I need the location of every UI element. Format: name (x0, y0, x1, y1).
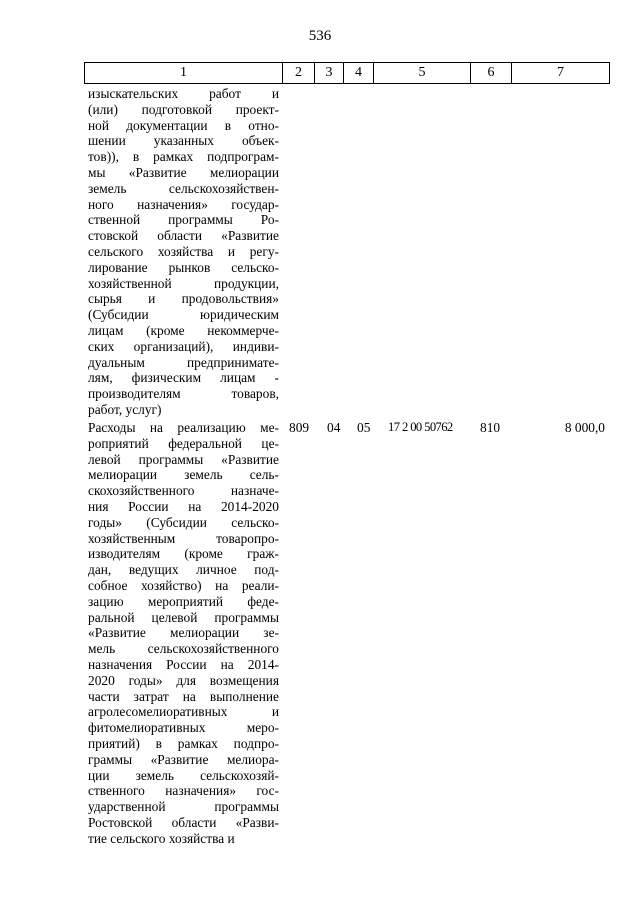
continued-line: шении указанных объек- (88, 133, 279, 149)
continued-line: хозяйственной продукции, (88, 275, 279, 291)
row-line: ударственной программы (88, 799, 279, 815)
continued-line: земель сельскохозяйствен- (88, 180, 279, 196)
row-line: фитомелиоративных меро- (88, 720, 279, 736)
row-target-article-code: 17 2 00 50762 (388, 420, 453, 434)
row-line: скохозяйственного назначе- (88, 483, 279, 499)
continued-line: (Субсидии юридическим (88, 307, 279, 323)
continued-line: тов)), в рамках подпрограм- (88, 149, 279, 165)
row-line: мелиорации земель сель- (88, 467, 279, 483)
row-line: мель сельскохозяйственного (88, 641, 279, 657)
row-description (88, 420, 279, 847)
row-line: зацию мероприятий феде- (88, 593, 279, 609)
row-line: дан, ведущих личное под- (88, 562, 279, 578)
continued-line: лирование рынков сельско- (88, 259, 279, 275)
row-line: ния России на 2014-2020 (88, 498, 279, 514)
continued-line: стовской области «Развитие (88, 228, 279, 244)
row-line: тие сельского хозяйства и (88, 830, 235, 846)
row-expense-type-code: 810 (480, 420, 501, 435)
row-line: ральной целевой программы (88, 609, 279, 625)
row-line: назначения России на 2014- (88, 656, 279, 672)
continued-line: ной документации в отно- (88, 117, 279, 133)
continued-line: ственной программы Ро- (88, 212, 279, 228)
continued-row-description (88, 86, 279, 418)
row-section-code: 04 (327, 420, 341, 435)
header-col-2: 2 (282, 63, 314, 83)
row-subsection-code: 05 (357, 420, 371, 435)
header-col-3: 3 (314, 63, 343, 83)
continued-line: мы «Развитие мелиорации (88, 164, 279, 180)
row-amount: 8 000,0 (564, 420, 605, 435)
header-col-4: 4 (343, 63, 373, 83)
continued-line: сырья и продовольствия» (88, 291, 279, 307)
continued-line: ских организаций), индиви- (88, 338, 279, 354)
row-line: агролесомелиоративных и (88, 704, 279, 720)
continued-line: ного назначения» государ- (88, 196, 279, 212)
header-col-5: 5 (373, 63, 470, 83)
row-line: годы» (Субсидии сельско- (88, 514, 279, 530)
row-line: Расходы на реализацию ме- (88, 420, 279, 435)
row-ministry-code: 809 (289, 420, 310, 435)
continued-line: лям, физическим лицам - (88, 370, 279, 386)
row-line: изводителям (кроме граж- (88, 546, 279, 562)
continued-line: лицам (кроме некоммерче- (88, 322, 279, 338)
continued-line: изыскательских работ и (88, 86, 279, 101)
row-line: левой программы «Развитие (88, 451, 279, 467)
continued-line: (или) подготовкой проект- (88, 101, 279, 117)
row-line: 2020 годы» для возмещения (88, 672, 279, 688)
continued-line: производителям товаров, (88, 386, 279, 402)
row-line: граммы «Развитие мелиора- (88, 751, 279, 767)
row-line: Ростовской области «Разви- (88, 814, 279, 830)
row-line: хозяйственным товаропро- (88, 530, 279, 546)
continued-line: дуальным предпринимате- (88, 354, 279, 370)
header-col-6: 6 (470, 63, 511, 83)
row-line: приятий) в рамках подпро- (88, 735, 279, 751)
header-col-1: 1 (180, 65, 187, 80)
header-col-7: 7 (511, 63, 609, 83)
continued-line: сельского хозяйства и регу- (88, 243, 279, 259)
row-line: собное хозяйство) на реали- (88, 577, 279, 593)
table-header-row (84, 62, 610, 84)
row-line: части затрат на выполнение (88, 688, 279, 704)
row-line: роприятий федеральной це- (88, 435, 279, 451)
continued-line: работ, услуг) (88, 401, 162, 417)
row-line: ственного назначения» гос- (88, 783, 279, 799)
page-number: 536 (308, 28, 332, 44)
row-line: «Развитие мелиорации зе- (88, 625, 279, 641)
row-line: ции земель сельскохозяй- (88, 767, 279, 783)
